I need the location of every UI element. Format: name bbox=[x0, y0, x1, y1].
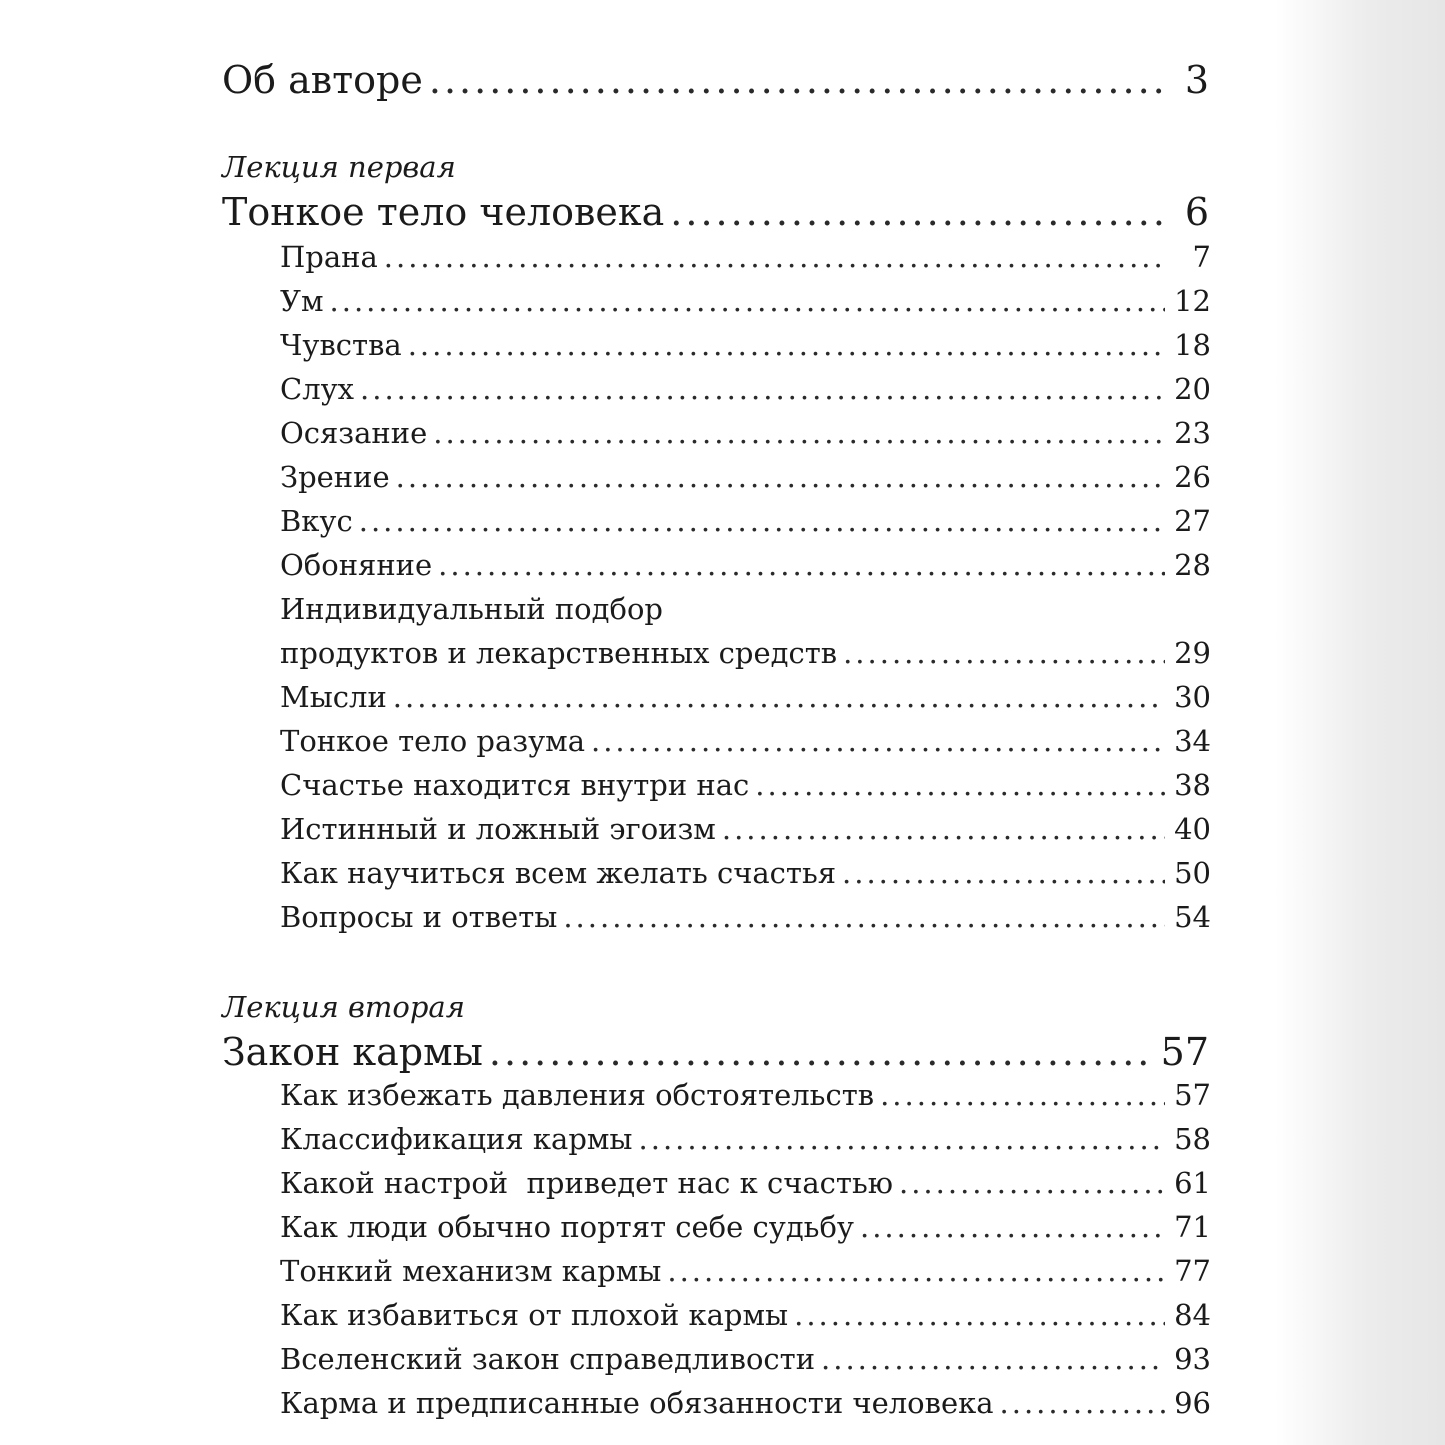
toc-entry[interactable] bbox=[0, 768, 1445, 802]
dot-leader bbox=[591, 724, 1165, 758]
dot-leader bbox=[899, 1166, 1165, 1200]
entry-title: Вкус bbox=[280, 504, 353, 538]
toc-entry-about-author[interactable] bbox=[0, 58, 1445, 102]
page-number: 71 bbox=[1174, 1210, 1211, 1244]
page-number: 93 bbox=[1174, 1342, 1211, 1376]
entry-title: Об авторе bbox=[222, 58, 423, 102]
entry-title: Счастье находится внутри нас bbox=[280, 768, 750, 802]
page-number: 58 bbox=[1174, 1122, 1211, 1156]
toc-entry[interactable] bbox=[0, 416, 1445, 450]
page-number: 12 bbox=[1174, 284, 1211, 318]
toc-entry[interactable] bbox=[0, 680, 1445, 714]
dot-leader bbox=[393, 680, 1165, 714]
toc-entry[interactable] bbox=[0, 1166, 1445, 1200]
page-number: 27 bbox=[1174, 504, 1211, 538]
dot-leader bbox=[1000, 1386, 1165, 1420]
page-number: 6 bbox=[1184, 190, 1209, 234]
dot-leader bbox=[438, 548, 1165, 582]
page-number: 57 bbox=[1160, 1030, 1209, 1074]
dot-leader bbox=[842, 856, 1165, 890]
page-number: 57 bbox=[1174, 1078, 1211, 1112]
toc-entry[interactable] bbox=[0, 900, 1445, 934]
entry-title: Какой настрой приведет нас к счастью bbox=[280, 1166, 893, 1200]
dot-leader bbox=[821, 1342, 1165, 1376]
dot-leader bbox=[384, 240, 1165, 274]
entry-title: Вселенский закон справедливости bbox=[280, 1342, 816, 1376]
toc-entry[interactable] bbox=[0, 548, 1445, 582]
entry-title: Обоняние bbox=[280, 548, 433, 582]
entry-title: Как научиться всем желать счастья bbox=[280, 856, 837, 890]
dot-leader bbox=[429, 58, 1163, 102]
entry-title: Зрение bbox=[280, 460, 390, 494]
page-number: 40 bbox=[1174, 812, 1211, 846]
dot-leader bbox=[359, 504, 1165, 538]
page-number: 29 bbox=[1174, 636, 1211, 670]
page-number: 20 bbox=[1174, 372, 1211, 406]
dot-leader bbox=[794, 1298, 1165, 1332]
entry-title: Карма и предписанные обязанности человека bbox=[280, 1386, 994, 1420]
dot-leader bbox=[880, 1078, 1165, 1112]
chapter-title: Закон кармы bbox=[222, 1030, 483, 1074]
toc-entry[interactable] bbox=[0, 328, 1445, 362]
lecture-label: Лекция первая bbox=[222, 150, 456, 184]
toc-entry[interactable] bbox=[0, 724, 1445, 758]
toc-entry[interactable] bbox=[0, 1254, 1445, 1288]
dot-leader bbox=[330, 284, 1165, 318]
page-number: 3 bbox=[1184, 58, 1209, 102]
toc-entry[interactable] bbox=[0, 636, 1445, 670]
toc-entry[interactable] bbox=[0, 856, 1445, 890]
page-number: 34 bbox=[1174, 724, 1211, 758]
toc-entry[interactable] bbox=[0, 372, 1445, 406]
toc-entry[interactable] bbox=[0, 812, 1445, 846]
toc-entry[interactable] bbox=[0, 504, 1445, 538]
entry-title: Прана bbox=[280, 240, 378, 274]
page-number: 7 bbox=[1192, 240, 1211, 274]
toc-chapter-entry[interactable] bbox=[0, 1030, 1445, 1074]
dot-leader bbox=[360, 372, 1165, 406]
entry-title: продуктов и лекарственных средств bbox=[280, 636, 838, 670]
toc-entry[interactable] bbox=[0, 460, 1445, 494]
dot-leader bbox=[670, 190, 1163, 234]
toc-entry[interactable] bbox=[0, 1386, 1445, 1420]
entry-title: Вопросы и ответы bbox=[280, 900, 558, 934]
dot-leader bbox=[433, 416, 1165, 450]
page-number: 28 bbox=[1174, 548, 1211, 582]
page-number: 38 bbox=[1174, 768, 1211, 802]
entry-title: Тонкий механизм кармы bbox=[280, 1254, 662, 1288]
entry-title-line1: Индивидуальный подбор bbox=[280, 592, 663, 626]
toc-entry[interactable] bbox=[0, 1298, 1445, 1332]
entry-title: Мысли bbox=[280, 680, 387, 714]
entry-title: Как избежать давления обстоятельств bbox=[280, 1078, 875, 1112]
dot-leader bbox=[722, 812, 1165, 846]
entry-title: Слух bbox=[280, 372, 355, 406]
dot-leader bbox=[489, 1030, 1155, 1074]
page-number: 18 bbox=[1174, 328, 1211, 362]
entry-title: Как люди обычно портят себе судьбу bbox=[280, 1210, 854, 1244]
dot-leader bbox=[396, 460, 1165, 494]
dot-leader bbox=[639, 1122, 1165, 1156]
page-number: 26 bbox=[1174, 460, 1211, 494]
dot-leader bbox=[755, 768, 1165, 802]
dot-leader bbox=[860, 1210, 1165, 1244]
page-number: 30 bbox=[1174, 680, 1211, 714]
entry-title: Тонкое тело разума bbox=[280, 724, 585, 758]
toc-entry[interactable] bbox=[0, 1210, 1445, 1244]
toc-entry[interactable] bbox=[0, 1122, 1445, 1156]
lecture-label: Лекция вторая bbox=[222, 990, 465, 1024]
dot-leader bbox=[408, 328, 1165, 362]
entry-title: Как избавиться от плохой кармы bbox=[280, 1298, 789, 1332]
page-number: 96 bbox=[1174, 1386, 1211, 1420]
toc-entry[interactable] bbox=[0, 1078, 1445, 1112]
entry-title: Ум bbox=[280, 284, 324, 318]
page-number: 54 bbox=[1174, 900, 1211, 934]
toc-entry[interactable] bbox=[0, 240, 1445, 274]
toc-chapter-entry[interactable] bbox=[0, 190, 1445, 234]
page-number: 84 bbox=[1174, 1298, 1211, 1332]
dot-leader bbox=[667, 1254, 1165, 1288]
page-number: 61 bbox=[1174, 1166, 1211, 1200]
toc-entry[interactable] bbox=[0, 1342, 1445, 1376]
page-number: 77 bbox=[1174, 1254, 1211, 1288]
entry-title: Чувства bbox=[280, 328, 402, 362]
entry-title: Осязание bbox=[280, 416, 428, 450]
page-number: 50 bbox=[1174, 856, 1211, 890]
page-number: 23 bbox=[1174, 416, 1211, 450]
chapter-title: Тонкое тело человека bbox=[222, 190, 665, 234]
entry-title: Истинный и ложный эгоизм bbox=[280, 812, 716, 846]
toc-entry[interactable] bbox=[0, 284, 1445, 318]
dot-leader bbox=[563, 900, 1165, 934]
entry-title: Классификация кармы bbox=[280, 1122, 633, 1156]
dot-leader bbox=[843, 636, 1165, 670]
